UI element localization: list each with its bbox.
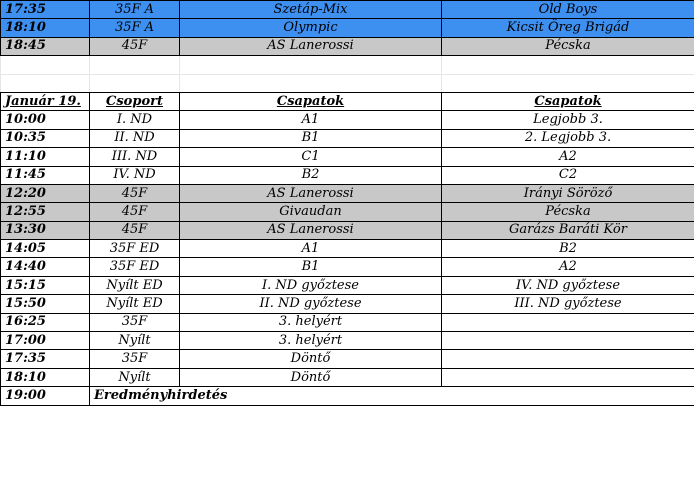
schedule-row [1, 129, 694, 147]
empty-cell [1, 74, 90, 92]
team2-cell: Pécska [442, 203, 694, 221]
time-cell: 18:10 [1, 19, 90, 37]
group-cell: 45F [90, 203, 180, 221]
empty-cell [180, 74, 442, 92]
schedule-row [1, 295, 694, 313]
time-cell: 12:20 [1, 184, 90, 202]
group-cell: 45F [90, 184, 180, 202]
teams-header: Csapatok [180, 92, 442, 110]
group-cell: 35F A [90, 1, 180, 19]
schedule-row [1, 387, 694, 405]
time-cell: 16:25 [1, 313, 90, 331]
schedule-body [1, 1, 694, 406]
team2-cell [442, 350, 694, 368]
group-cell: IV. ND [90, 166, 180, 184]
group-cell: 45F [90, 221, 180, 239]
schedule-row [1, 276, 694, 294]
time-cell: 15:15 [1, 276, 90, 294]
time-cell: 11:10 [1, 148, 90, 166]
schedule-row [1, 313, 694, 331]
team1-cell: B1 [180, 129, 442, 147]
schedule-row [1, 258, 694, 276]
group-cell: Nyílt ED [90, 295, 180, 313]
team2-cell: Garázs Baráti Kör [442, 221, 694, 239]
team1-cell: C1 [180, 148, 442, 166]
group-cell: Nyílt ED [90, 276, 180, 294]
team2-cell: Old Boys [442, 1, 694, 19]
team1-cell: Olympic [180, 19, 442, 37]
team2-cell: A2 [442, 258, 694, 276]
time-cell: 18:10 [1, 368, 90, 386]
team1-cell: AS Lanerossi [180, 184, 442, 202]
time-cell: 14:05 [1, 240, 90, 258]
empty-cell [90, 74, 180, 92]
schedule-row [1, 184, 694, 202]
group-cell: Eredményhirdetés [90, 387, 694, 405]
team1-cell: I. ND győztese [180, 276, 442, 294]
group-cell: 35F [90, 313, 180, 331]
team2-cell: C2 [442, 166, 694, 184]
team2-cell: III. ND győztese [442, 295, 694, 313]
empty-cell [442, 56, 694, 74]
empty-cell [180, 56, 442, 74]
spacer-row [1, 56, 694, 74]
team1-cell: Döntő [180, 368, 442, 386]
time-cell: 19:00 [1, 387, 90, 405]
team1-cell: Szetáp-Mix [180, 1, 442, 19]
schedule-row [1, 37, 694, 55]
time-cell: 17:35 [1, 1, 90, 19]
team1-cell: AS Lanerossi [180, 221, 442, 239]
group-cell: 35F ED [90, 258, 180, 276]
team2-cell: 2. Legjobb 3. [442, 129, 694, 147]
schedule-row [1, 166, 694, 184]
schedule-row [1, 1, 694, 19]
team2-cell [442, 313, 694, 331]
schedule-row [1, 19, 694, 37]
team2-cell: Irányi Söröző [442, 184, 694, 202]
empty-cell [90, 56, 180, 74]
team1-cell: B1 [180, 258, 442, 276]
team1-cell: Döntő [180, 350, 442, 368]
team2-cell: IV. ND győztese [442, 276, 694, 294]
team1-cell: II. ND győztese [180, 295, 442, 313]
team1-cell: A1 [180, 111, 442, 129]
time-cell: 18:45 [1, 37, 90, 55]
schedule-row [1, 240, 694, 258]
schedule-row [1, 111, 694, 129]
time-cell: 17:35 [1, 350, 90, 368]
schedule-row [1, 350, 694, 368]
group-cell: Nyílt [90, 368, 180, 386]
schedule-row [1, 368, 694, 386]
time-cell: 13:30 [1, 221, 90, 239]
schedule-row [1, 148, 694, 166]
team2-cell: Kicsit Öreg Brigád [442, 19, 694, 37]
team2-cell [442, 332, 694, 350]
time-cell: 10:35 [1, 129, 90, 147]
group-cell: III. ND [90, 148, 180, 166]
team2-cell: Legjobb 3. [442, 111, 694, 129]
schedule-row [1, 332, 694, 350]
team1-cell: 3. helyért [180, 313, 442, 331]
group-cell: I. ND [90, 111, 180, 129]
team2-cell: Pécska [442, 37, 694, 55]
schedule-row [1, 221, 694, 239]
team1-cell: AS Lanerossi [180, 37, 442, 55]
spacer-row [1, 74, 694, 92]
time-cell: 15:50 [1, 295, 90, 313]
time-cell: 10:00 [1, 111, 90, 129]
schedule-row [1, 203, 694, 221]
team2-cell [442, 368, 694, 386]
group-cell: 35F [90, 350, 180, 368]
time-cell: 12:55 [1, 203, 90, 221]
group-cell: 35F A [90, 19, 180, 37]
group-cell: II. ND [90, 129, 180, 147]
team1-cell: Givaudan [180, 203, 442, 221]
time-cell: 17:00 [1, 332, 90, 350]
team2-cell: A2 [442, 148, 694, 166]
group-header: Csoport [90, 92, 180, 110]
date-header: Január 19. [1, 92, 90, 110]
time-cell: 14:40 [1, 258, 90, 276]
empty-cell [442, 74, 694, 92]
header-row [1, 92, 694, 110]
team1-cell: A1 [180, 240, 442, 258]
empty-cell [1, 56, 90, 74]
team2-cell: B2 [442, 240, 694, 258]
team1-cell: 3. helyért [180, 332, 442, 350]
time-cell: 11:45 [1, 166, 90, 184]
team1-cell: B2 [180, 166, 442, 184]
group-cell: Nyílt [90, 332, 180, 350]
teams-header: Csapatok [442, 92, 694, 110]
group-cell: 45F [90, 37, 180, 55]
group-cell: 35F ED [90, 240, 180, 258]
